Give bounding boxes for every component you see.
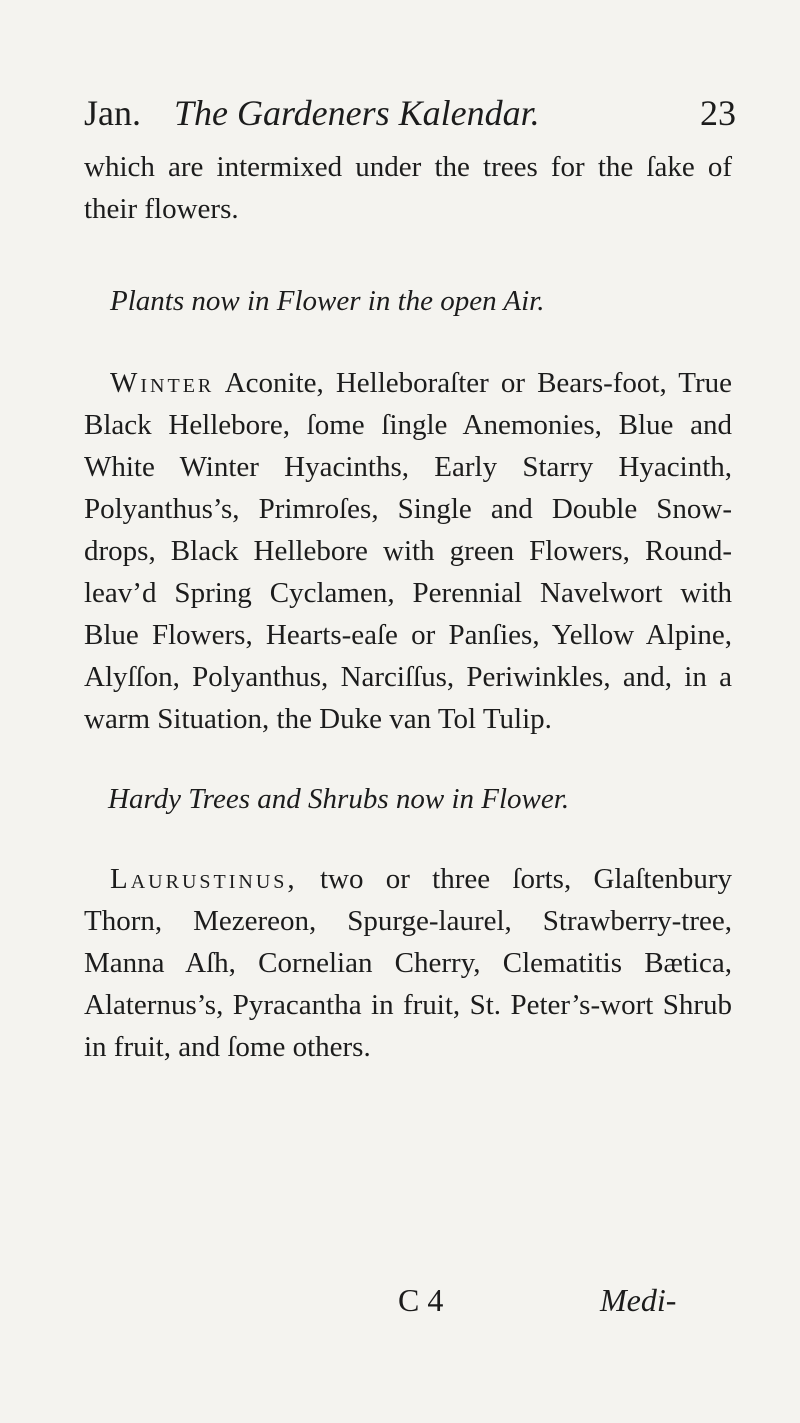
trees-list-text: two or three ſorts, Glaſtenbury Thorn, Mezereon, Spurge-laurel, Strawberry-tree, Manna Aſh, Cornelian Cherry, Clematitis Bætica, Alaternus’s, Pyracantha in fruit, St. Peter’s-wort Shrub in fruit, and ſome others.	[84, 863, 732, 1063]
section-text-plants	[84, 362, 732, 740]
section-heading-plants: Plants now in Flower in the open Air.	[110, 285, 545, 317]
header-title: The Gardeners Kalendar.	[174, 93, 540, 133]
lead-word-laurustinus: Laurustinus,	[110, 863, 298, 895]
plants-list-text: Aconite, Helleboraſter or Bears-foot, True Black Hellebore, ſome ſingle Anemonies, Blue and White Winter Hyacinths, Early Starry Hyacinth, Polyanthus’s, Primroſes, Single and Double Snow-drops, Black Hellebore with green Flowers, Round-leav’d Spring Cyclamen, Perennial Navelwort with Blue Flowers, Hearts-eaſe or Panſies, Yellow Alpine, Alyſſon, Polyanthus, Narciſſus, Periwinkles, and, in a warm Situation, the Duke van Tol Tulip.	[84, 367, 732, 735]
running-header	[84, 92, 744, 148]
page-footer	[0, 1282, 800, 1332]
paragraph-intro: which are intermixed under the trees for the ſake of their flowers.	[84, 151, 732, 225]
catchword: Medi-	[600, 1282, 677, 1318]
signature-mark: C 4	[398, 1282, 444, 1318]
page-number: 23	[700, 93, 736, 133]
header-month: Jan.	[84, 93, 141, 133]
section-heading-trees: Hardy Trees and Shrubs now in Flower.	[108, 783, 570, 815]
lead-word-winter: Winter	[110, 367, 215, 399]
section-text-trees	[84, 858, 732, 1068]
